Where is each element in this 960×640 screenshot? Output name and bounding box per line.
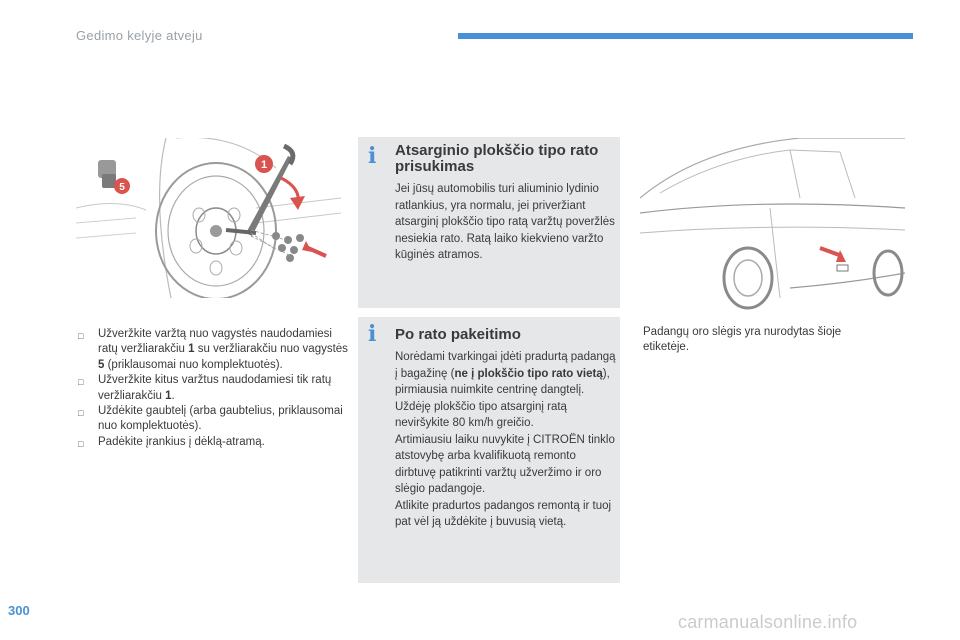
car-door-illustration (640, 138, 905, 313)
label-5: 5 (119, 182, 125, 193)
bullet-icon: □ (78, 408, 84, 419)
watermark: carmanualsonline.info (678, 612, 858, 632)
step-item: □ Užveržkite kitus varžtus naudodamiesi tik ratų veržliarakčiu 1. (78, 374, 332, 402)
info-box-spare-wheel (358, 137, 620, 308)
section-title: Gedimo kelyje atveju (76, 28, 203, 43)
header-accent-bar (458, 33, 913, 39)
info-icon: i (368, 143, 377, 169)
box-title: Atsarginio plokščio tipo rato prisukimas (395, 142, 599, 175)
pressure-label-note: Padangų oro slėgis yra nurodytas šioje etiketėje. (643, 326, 842, 354)
info-icon: i (368, 321, 377, 347)
info-box-after-change (358, 317, 620, 583)
page-number: 300 (8, 603, 30, 618)
box-title: Po rato pakeitimo (395, 326, 521, 343)
step-item: □ Padėkite įrankius į dėklą-atramą. (78, 435, 350, 450)
step-item: □ Uždėkite gaubtelį (arba gaubtelius, priklausomai nuo komplektuotės). (78, 405, 343, 433)
paragraph: Uždėję plokščio tipo atsarginį ratą neviršykite 80 km/h greičio. (395, 400, 567, 429)
wheel-bolt-illustration (76, 138, 341, 298)
box-body (395, 349, 617, 531)
paragraph: Atlikite pradurtos padangos remontą ir tuoj pat vėl ją uždėkite į buvusią vietą. (395, 499, 612, 528)
box-body: Jei jūsų automobilis turi aliuminio lydinio ratlankius, yra normalu, jei priveržiant atsarginį plokščio tipo ratą varžtų poveržlės nesiekia rato. Ratą laiko kiekvieno varžto kūginės atramos. (395, 183, 615, 261)
instruction-steps (78, 327, 350, 450)
bullet-icon: □ (78, 438, 84, 449)
step-item: □ Užveržkite varžtą nuo vagystės naudodamiesi ratų veržliarakčiu 1 su veržliarakčiu nuo vagystės 5 (priklausomai nuo komplektuotės). (78, 328, 348, 371)
paragraph: Artimiausiu laiku nuvykite į CITROËN tinklo atstovybę arba kvalifikuotą remonto dirbtuvę patikrinti varžtų užveržimo ir oro slėgio padangoje. (395, 433, 615, 495)
bullet-icon: □ (78, 377, 84, 388)
label-1: 1 (260, 159, 268, 171)
paragraph: Norėdami tvarkingai įdėti pradurtą padangą į bagažinę (ne į plokščio tipo rato vietą), pirmiausia nuimkite centrinę dangtelį. (395, 351, 616, 396)
bullet-icon: □ (78, 331, 84, 341)
